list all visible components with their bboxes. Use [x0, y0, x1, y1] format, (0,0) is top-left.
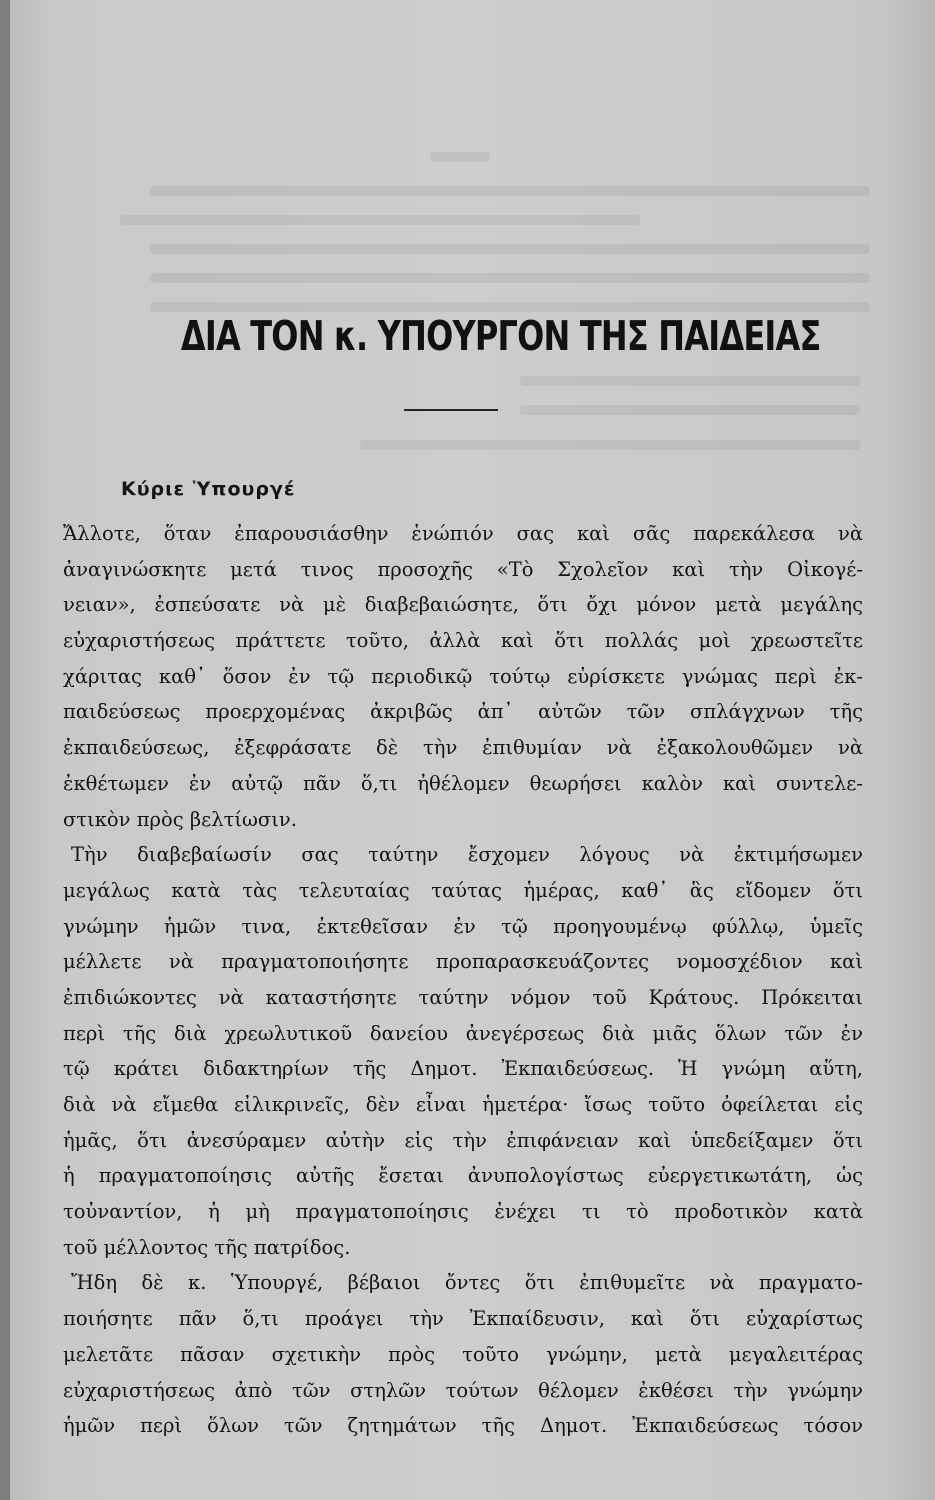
show-through-mark: [120, 215, 640, 225]
show-through-mark: [520, 376, 860, 386]
text-line: μελετᾶτε πᾶσαν σχετικὴν πρὸς τοῦτο γνώμην, μετὰ μεγαλειτέρας: [63, 1342, 863, 1366]
paragraph-start-line: Τὴν διαβεβαίωσίν σας ταύτην ἔσχομεν λόγους νὰ ἐκτιμήσωμεν: [71, 843, 863, 867]
show-through-mark: [520, 405, 860, 415]
salutation: Κύριε Ὑπουργέ: [121, 478, 296, 500]
title-divider: [404, 409, 498, 411]
text-line: περὶ τῆς διὰ χρεωλυτικοῦ δανείου ἀνεγέρσεως διὰ μιᾶς ὅλων τῶν ἐν: [63, 1021, 863, 1045]
text-line: ποιήσητε πᾶν ὅ,τι προάγει τὴν Ἐκπαίδευσιν, καὶ ὅτι εὐχαρίστως: [63, 1307, 863, 1331]
text-line: παιδεύσεως προερχομένας ἀκριβῶς ἀπ᾽ αὐτῶν τῶν σπλάγχνων τῆς: [63, 700, 863, 724]
text-line: μέλλετε νὰ πραγματοποιήσητε προπαρασκευάζοντες νομοσχέδιον καὶ: [63, 950, 863, 974]
show-through-mark: [360, 440, 860, 450]
paragraph-end-line: τοῦ μέλλοντος τῆς πατρίδος.: [63, 1235, 351, 1259]
page-title: ΔΙΑ ΤΟΝ κ. ΥΠΟΥΡΓΟΝ ΤΗΣ ΠΑΙΔΕΙΑΣ: [180, 312, 821, 360]
text-line: μεγάλως κατὰ τὰς τελευταίας ταύτας ἡμέρας, καθ᾽ ἃς εἴδομεν ὅτι: [63, 878, 863, 902]
text-line: ἐπιδιώκοντες νὰ καταστήσητε ταύτην νόμον τοῦ Κράτους. Πρόκειται: [63, 985, 863, 1009]
text-line: Ἄλλοτε, ὅταν ἐπαρουσιάσθην ἐνώπιόν σας καὶ σᾶς παρεκάλεσα νὰ: [63, 522, 863, 545]
text-line: ἡμῶν περὶ ὅλων τῶν ζητημάτων τῆς Δημοτ. Ἐκπαιδεύσεως τόσον: [63, 1414, 863, 1438]
page-binding-edge: [0, 0, 10, 1500]
text-line: χάριτας καθ᾽ ὅσον ἐν τῷ περιοδικῷ τούτῳ εὑρίσκετε γνώμας περὶ ἐκ-: [63, 664, 863, 688]
show-through-mark: [150, 302, 870, 312]
text-line: εὐχαριστήσεως ἀπὸ τῶν στηλῶν τούτων θέλομεν ἐκθέσει τὴν γνώμην: [63, 1378, 863, 1402]
show-through-mark: [150, 244, 870, 254]
text-line: γνώμην ἡμῶν τινα, ἐκτεθεῖσαν ἐν τῷ προηγουμένῳ φύλλῳ, ὑμεῖς: [63, 914, 863, 938]
text-line: τοὐναντίον, ἡ μὴ πραγματοποίησις ἐνέχει τι τὸ προδοτικὸν κατὰ: [63, 1200, 863, 1224]
text-line: τῷ κράτει διδακτηρίων τῆς Δημοτ. Ἐκπαιδεύσεως. Ἡ γνώμη αὕτη,: [63, 1057, 863, 1081]
paragraph-end-line: στικὸν πρὸς βελτίωσιν.: [63, 807, 297, 831]
text-line: ἡμᾶς, ὅτι ἀνεσύραμεν αὐτὴν εἰς τὴν ἐπιφάνειαν καὶ ὑπεδείξαμεν ὅτι: [63, 1128, 863, 1152]
text-line: εὐχαριστήσεως πράττετε τοῦτο, ἀλλὰ καὶ ὅτι πολλάς μοὶ χρεωστεῖτε: [63, 629, 863, 653]
paragraph-start-line: Ἤδη δὲ κ. Ὑπουργέ, βέβαιοι ὄντες ὅτι ἐπιθυμεῖτε νὰ πραγματο-: [71, 1271, 863, 1295]
show-through-mark: [150, 273, 870, 283]
show-through-mark: [150, 186, 870, 196]
text-line: ἡ πραγματοποίησις αὐτῆς ἔσεται ἀνυπολογίστως εὐεργετικωτάτη, ὡς: [63, 1164, 863, 1188]
text-line: νειαν», ἐσπεύσατε νὰ μὲ διαβεβαιώσητε, ὅτι ὄχι μόνον μετὰ μεγάλης: [63, 593, 863, 617]
show-through-mark: [430, 152, 490, 162]
text-line: διὰ νὰ εἴμεθα εἰλικρινεῖς, δὲν εἶναι ἡμετέρα· ἴσως τοῦτο ὀφείλεται εἰς: [63, 1093, 863, 1116]
text-line: ἐκθέτωμεν ἐν αὐτῷ πᾶν ὅ,τι ἠθέλομεν θεωρήσει καλὸν καὶ συντελε-: [63, 771, 863, 795]
text-line: ἐκπαιδεύσεως, ἐξεφράσατε δὲ τὴν ἐπιθυμίαν νὰ ἐξακολουθῶμεν νὰ: [63, 736, 863, 760]
body-text: [63, 516, 863, 1444]
text-line: ἀναγινώσκητε μετά τινος προσοχῆς «Τὸ Σχολεῖον καὶ τὴν Οἰκογέ-: [63, 557, 863, 581]
